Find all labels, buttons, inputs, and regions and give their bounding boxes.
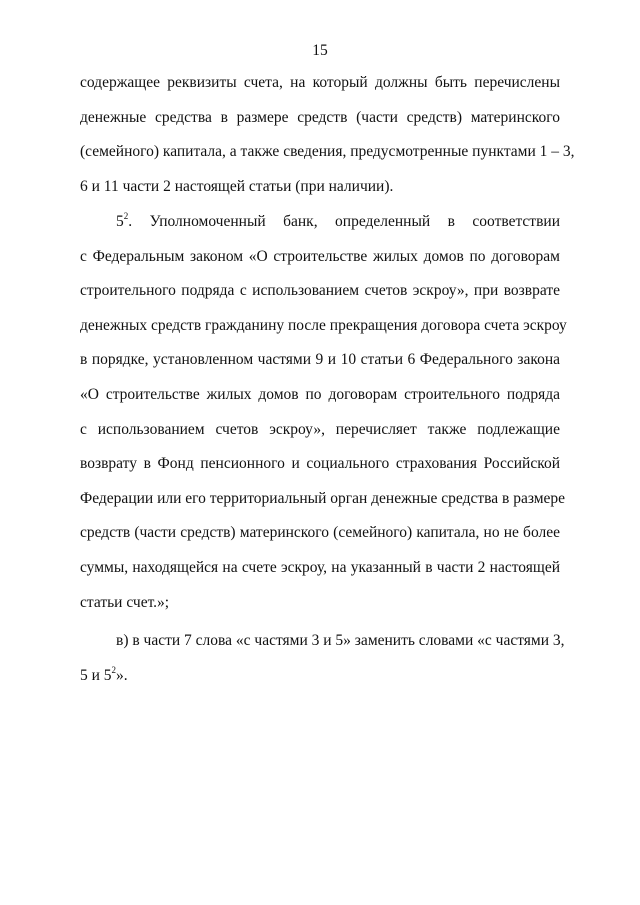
paragraph-5-2 (80, 205, 567, 620)
text-line: статьи счет.»; (80, 593, 170, 611)
text-line: в порядке, установленном частями 9 и 10 статьи 6 Федерального закона (80, 351, 560, 369)
text-line: Федерации или его территориальный орган денежные средства в размере (80, 489, 566, 507)
text-line: денежных средств гражданину после прекращения договора счета эскроу (80, 316, 567, 334)
text-line: возврату в Фонд пенсионного и социального страхования Российской (80, 455, 560, 473)
text-line: с Федеральным законом «О строительстве жилых домов по договорам (80, 247, 560, 265)
text-fragment: . Уполномоченный банк, определенный в соответствии (128, 213, 560, 230)
clause-number: 5 (116, 213, 124, 230)
text-line: с использованием счетов эскроу», перечисляет также подлежащие (80, 420, 560, 438)
superscript: 2 (111, 664, 117, 675)
text-line: 6 и 11 части 2 настоящей статьи (при наличии). (80, 177, 394, 195)
paragraph-continuation (80, 66, 575, 204)
text-line: денежные средства в размере средств (части средств) материнского (80, 108, 560, 126)
page-number: 15 (312, 42, 328, 59)
text-line (80, 205, 560, 240)
text-line: (семейного) капитала, а также сведения, предусмотренные пунктами 1 – 3, (80, 143, 575, 161)
text-fragment: ». (116, 666, 128, 684)
text-line: содержащее реквизиты счета, на который должны быть перечислены (80, 74, 560, 91)
text-line: строительного подряда с использованием счетов эскроу», при возврате (80, 282, 560, 300)
text-line: суммы, находящейся на счете эскроу, на указанный в части 2 настоящей (80, 558, 560, 576)
text-line: в) в части 7 слова «с частями 3 и 5» заменить словами «с частями 3, (116, 632, 565, 649)
text-line: средств (части средств) материнского (семейного) капитала, но не более (80, 524, 560, 542)
paragraph-v (80, 624, 565, 693)
text-fragment: 5 и 5 (80, 666, 112, 684)
clause-number-superscript: 2 (123, 211, 129, 221)
text-line: «О строительстве жилых домов по договорам строительного подряда (80, 385, 560, 403)
text-line (80, 659, 560, 694)
